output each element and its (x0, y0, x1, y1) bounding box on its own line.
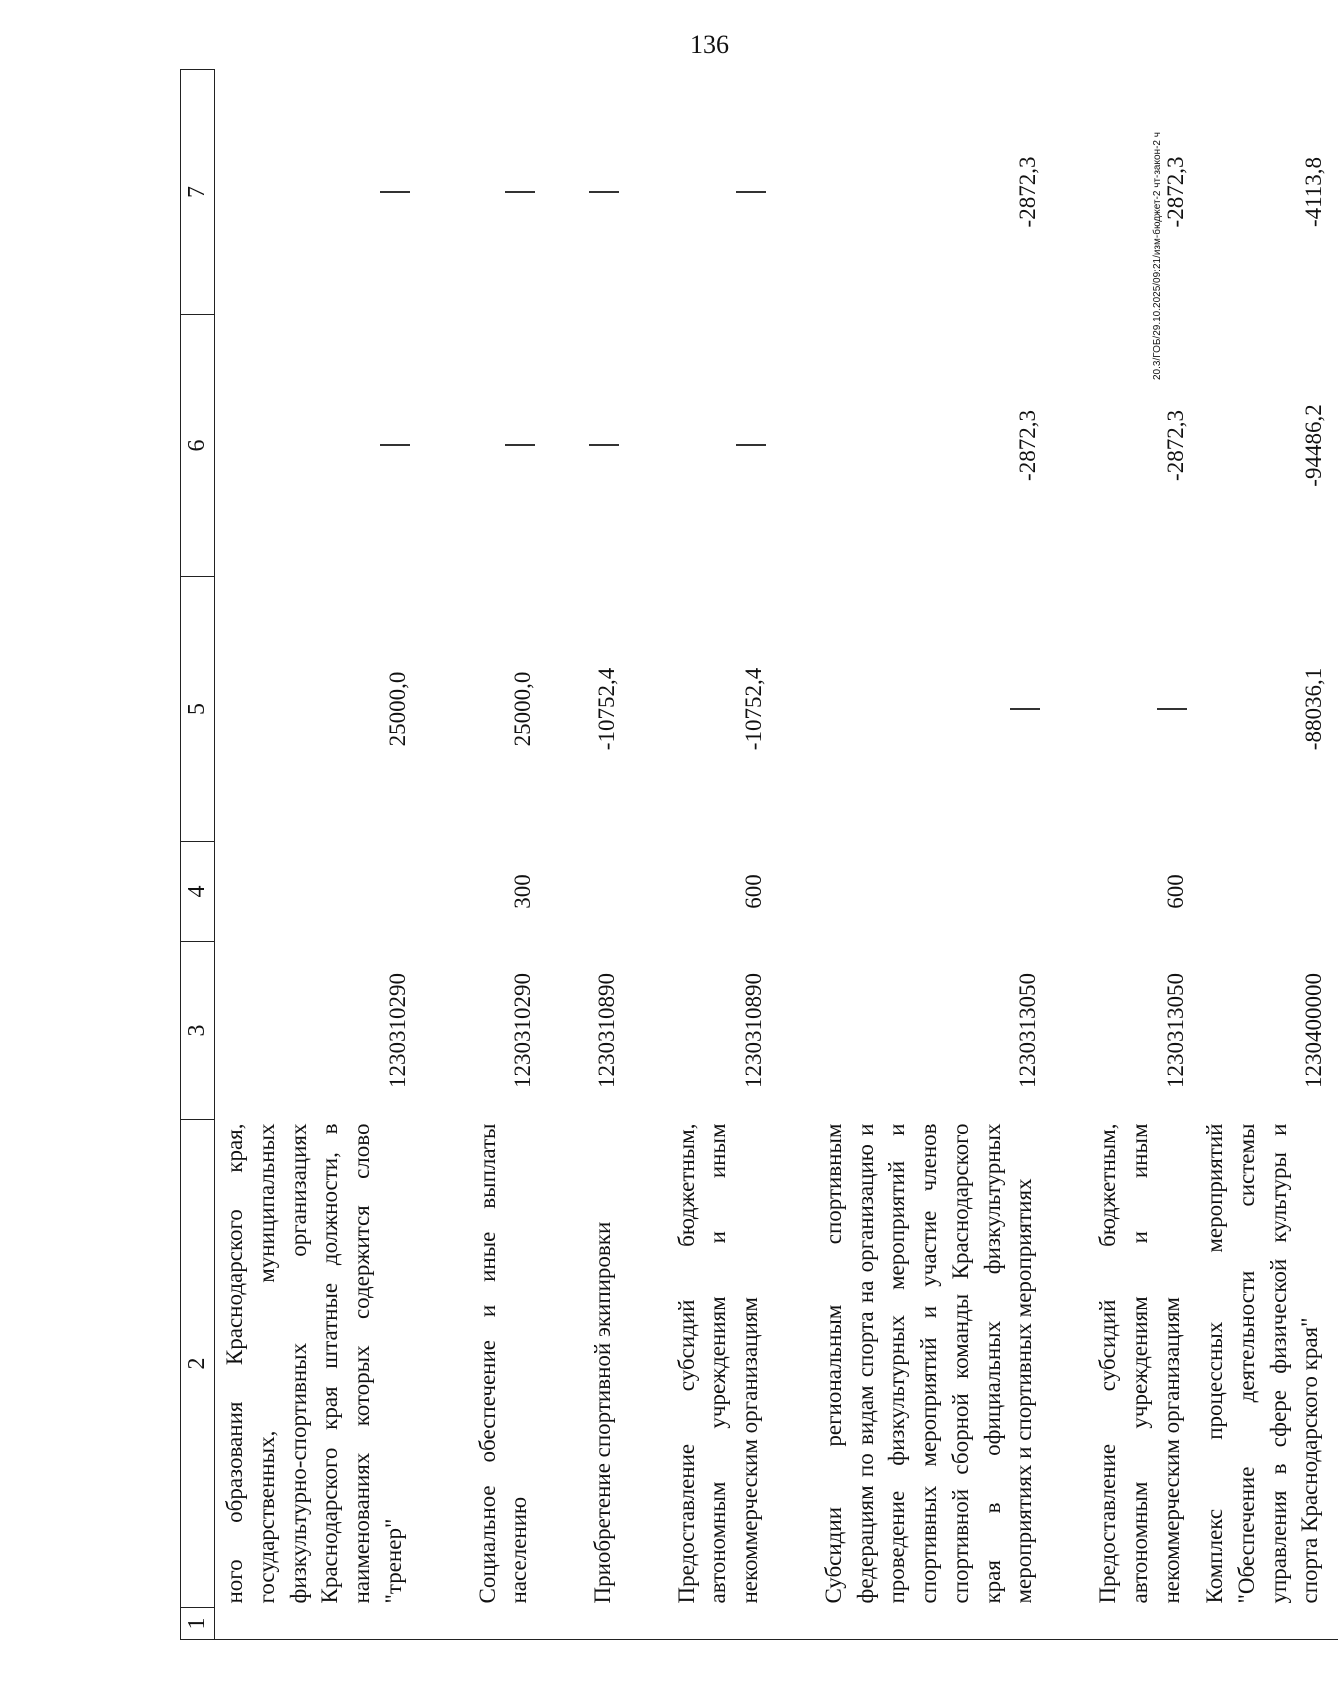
amount-col5-text: 25000,0 (510, 671, 536, 747)
amount-col7-cell (778, 70, 1052, 315)
amount-col5-cell (215, 577, 422, 842)
amount-col5-cell (422, 577, 547, 842)
target-code-cell (631, 942, 778, 1120)
description-text: Предоставление субсидий бюджетным, автономным учреждениям и иным некоммерческим организациям (1095, 1123, 1184, 1604)
description-cell (422, 1120, 547, 1608)
amount-col6-text: -2872,3 (1015, 410, 1041, 481)
description-text: ного образования Краснодарского края, государственных, муниципальных физкультурно-спортивных организациях Краснодарского края штатные должности, в наименованиях которых содержится слово "тренер" (222, 1123, 406, 1604)
amount-col7-cell (631, 70, 778, 315)
dash-mark (736, 191, 766, 193)
row-number-cell (422, 1608, 547, 1640)
expense-type-cell (1199, 842, 1338, 942)
amount-col7-text: -2872,3 (1162, 156, 1188, 228)
expense-type-text: 600 (741, 874, 767, 909)
footer-code (1152, 0, 1163, 380)
table-row (778, 70, 1052, 1640)
amount-col5-cell (631, 577, 778, 842)
table-row (422, 70, 547, 1640)
target-code-text: 1230310890 (741, 973, 767, 1088)
dash-mark (380, 445, 410, 447)
amount-col7-cell (547, 70, 631, 315)
description-cell (547, 1120, 631, 1608)
column-header-4: 4 (181, 842, 215, 942)
amount-col6-cell (1199, 315, 1338, 577)
target-code-text: 1230313050 (1162, 973, 1188, 1088)
target-code-text: 1230310890 (593, 973, 619, 1088)
amount-col5-cell (1052, 577, 1199, 842)
amount-col5-cell (1199, 577, 1338, 842)
amount-col7-text: -2872,3 (1015, 156, 1041, 228)
description-cell (1052, 1120, 1199, 1608)
table-row (1052, 70, 1199, 1640)
target-code-cell (215, 942, 422, 1120)
amount-col6-cell (215, 315, 422, 577)
target-code-text: 1230310290 (384, 973, 410, 1088)
row-number-cell (1199, 1608, 1338, 1640)
dash-mark (505, 445, 535, 447)
column-number-row (181, 70, 215, 1640)
table-row (1199, 70, 1338, 1640)
table-row (631, 70, 778, 1640)
page-number: 136 (690, 30, 729, 59)
amount-col7-cell (1052, 70, 1199, 315)
table-row (215, 70, 422, 1640)
column-header-7: 7 (181, 70, 215, 315)
column-header-6: 6 (181, 315, 215, 577)
budget-table (180, 69, 1338, 1640)
amount-col6-text: -94486,2 (1301, 404, 1327, 487)
amount-col5-text: -88036,1 (1301, 667, 1327, 751)
target-code-text: 1230400000 (1301, 973, 1327, 1088)
dash-mark (1157, 708, 1187, 710)
dash-mark (380, 191, 410, 193)
target-code-cell (547, 942, 631, 1120)
amount-col5-text: -10752,4 (741, 667, 767, 751)
table-row (547, 70, 631, 1640)
amount-col6-cell (547, 315, 631, 577)
amount-col7-cell (422, 70, 547, 315)
description-text: Приобретение спортивной экипировки (589, 1221, 615, 1604)
column-header-5: 5 (181, 577, 215, 842)
dash-mark (589, 191, 619, 193)
expense-type-cell (778, 842, 1052, 942)
column-header-1: 1 (181, 1608, 215, 1640)
description-cell (631, 1120, 778, 1608)
row-number-cell (778, 1608, 1052, 1640)
description-text: Предоставление субсидий бюджетным, автономным учреждениям и иным некоммерческим организациям (673, 1123, 763, 1604)
amount-col6-cell (1052, 315, 1199, 577)
row-number-cell (1052, 1608, 1199, 1640)
amount-col5-cell (547, 577, 631, 842)
description-text: Субсидии региональным спортивным федерациям по видам спорта на организацию и проведение физкультурных мероприятий и спортивных мероприятий и участие членов спортивной сборной команды Краснодарского края в официальных физкультурных мероприятиях и спортивных мероприятиях (820, 1123, 1037, 1604)
expense-type-cell (215, 842, 422, 942)
amount-col5-text: -10752,4 (593, 667, 619, 751)
target-code-cell (1052, 942, 1199, 1120)
footer-code-text: 20.3/ГОБ/29.10.2025/09:21/изм-бюджет-2 чт-закон-2 ч (1152, 132, 1163, 380)
target-code-text: 1230310290 (510, 973, 536, 1088)
target-code-cell (778, 942, 1052, 1120)
column-header-3: 3 (181, 942, 215, 1120)
expense-type-cell (422, 842, 547, 942)
description-cell (1199, 1120, 1338, 1608)
row-number-cell (547, 1608, 631, 1640)
amount-col6-cell (778, 315, 1052, 577)
description-text: Комплекс процессных мероприятий "Обеспечение деятельности системы управления в сфере физической культуры и спорта Краснодарского края" (1202, 1123, 1323, 1604)
description-cell (215, 1120, 422, 1608)
expense-type-cell (1052, 842, 1199, 942)
amount-col7-cell (1199, 70, 1338, 315)
dash-mark (1010, 708, 1040, 710)
column-header-2: 2 (181, 1120, 215, 1608)
dash-mark (736, 445, 766, 447)
target-code-cell (422, 942, 547, 1120)
target-code-cell (1199, 942, 1338, 1120)
description-cell (778, 1120, 1052, 1608)
expense-type-cell (547, 842, 631, 942)
amount-col5-text: 25000,0 (384, 671, 410, 747)
expense-type-text: 600 (1162, 874, 1188, 909)
row-number-cell (631, 1608, 778, 1640)
expense-type-cell (631, 842, 778, 942)
amount-col7-text: -4113,8 (1301, 156, 1327, 228)
table-body (215, 70, 1338, 1640)
dash-mark (589, 445, 619, 447)
amount-col6-cell (422, 315, 547, 577)
amount-col7-cell (215, 70, 422, 315)
target-code-text: 1230313050 (1015, 973, 1041, 1088)
row-number-cell (215, 1608, 422, 1640)
expense-type-text: 300 (510, 874, 536, 909)
amount-col5-cell (778, 577, 1052, 842)
description-text: Социальное обеспечение и иные выплаты населению (474, 1123, 532, 1604)
amount-col6-text: -2872,3 (1162, 410, 1188, 481)
amount-col6-cell (631, 315, 778, 577)
dash-mark (505, 191, 535, 193)
